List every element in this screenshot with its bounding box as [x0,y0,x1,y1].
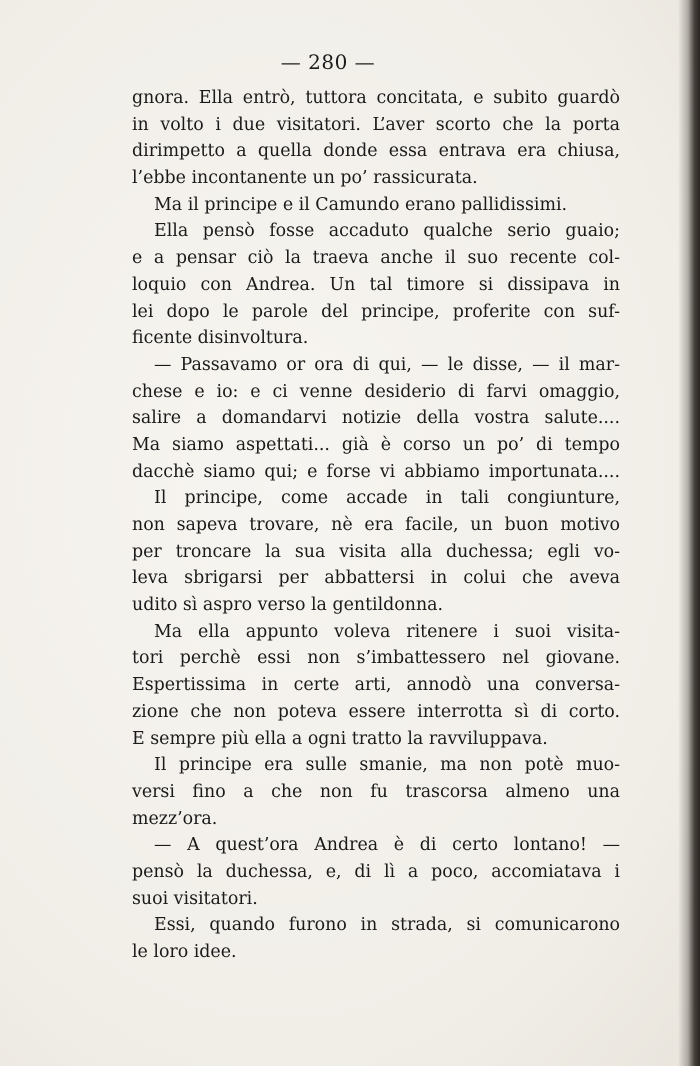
text-line: mezz’ora. [132,808,218,829]
text-line: udito sì aspro verso la gentildonna. [132,595,444,616]
text-line: pensò la duchessa, e, di lì a poco, accomiatava i [132,861,620,882]
text-line: Ma ella appunto voleva ritenere i suoi visita- [154,621,620,642]
text-line: tori perchè essi non s’imbattessero nel giovane. [132,648,620,669]
text-line: per troncare la sua visita alla duchessa; egli vo- [132,541,620,562]
text-line: versi fino a che non fu trascorsa almeno una [132,781,620,802]
text-line: non sapeva trovare, nè era facile, un buon motivo [132,515,620,535]
text-line: — Passavamo or ora di qui, — le disse, — il mar- [154,354,620,375]
text-line: lei dopo le parole del principe, proferite con suf- [132,301,620,322]
text-line: Il principe, come accade in tali congiunture, [154,488,620,509]
text-line: Ella pensò fosse accaduto qualche serio guaio; [154,221,620,242]
text-line: le loro idee. [132,942,237,962]
text-line: dirimpetto a quella donde essa entrava era chiusa, [132,141,620,162]
text-line: suoi visitatori. [132,888,258,909]
text-line: ficente disinvoltura. [132,328,309,349]
body-text [132,85,620,966]
text-line: dacchè siamo qui; e forse vi abbiamo importunata.... [132,461,620,482]
text-line: chese e io: e ci venne desiderio di farvi omaggio, [132,381,620,402]
text-line: gnora. Ella entrò, tuttora concitata, e subito guardò [132,88,620,108]
text-line: Il principe era sulle smanie, ma non potè muo- [154,755,620,776]
text-line: — A quest’ora Andrea è di certo lontano! — [154,835,620,856]
text-line: zione che non poteva essere interrotta sì di corto. [132,701,620,722]
text-line: E sempre più ella a ogni tratto la ravviluppava. [132,728,548,749]
text-line: in volto i due visitatori. L’aver scorto che la porta [132,114,620,135]
text-line: salire a domandarvi notizie della vostra salute.... [132,408,620,429]
text-line: Essi, quando furono in strada, si comunicarono [154,915,620,936]
page-edge-shadow [678,0,700,1066]
text-line: l’ebbe incontanente un po’ rassicurata. [132,168,478,189]
text-line: loquio con Andrea. Un tal timore si dissipava in [132,274,620,295]
text-line: Ma siamo aspettati... già è corso un po’ di tempo [132,434,620,455]
text-line: e a pensar ciò la traeva anche il suo recente col- [132,248,620,269]
page-number: — 280 — [280,50,376,74]
text-line: Espertissima in certe arti, annodò una conversa- [132,675,620,696]
text-line: Ma il principe e il Camundo erano pallidissimi. [154,194,568,215]
text-line: leva sbrigarsi per abbattersi in colui che aveva [132,568,620,589]
